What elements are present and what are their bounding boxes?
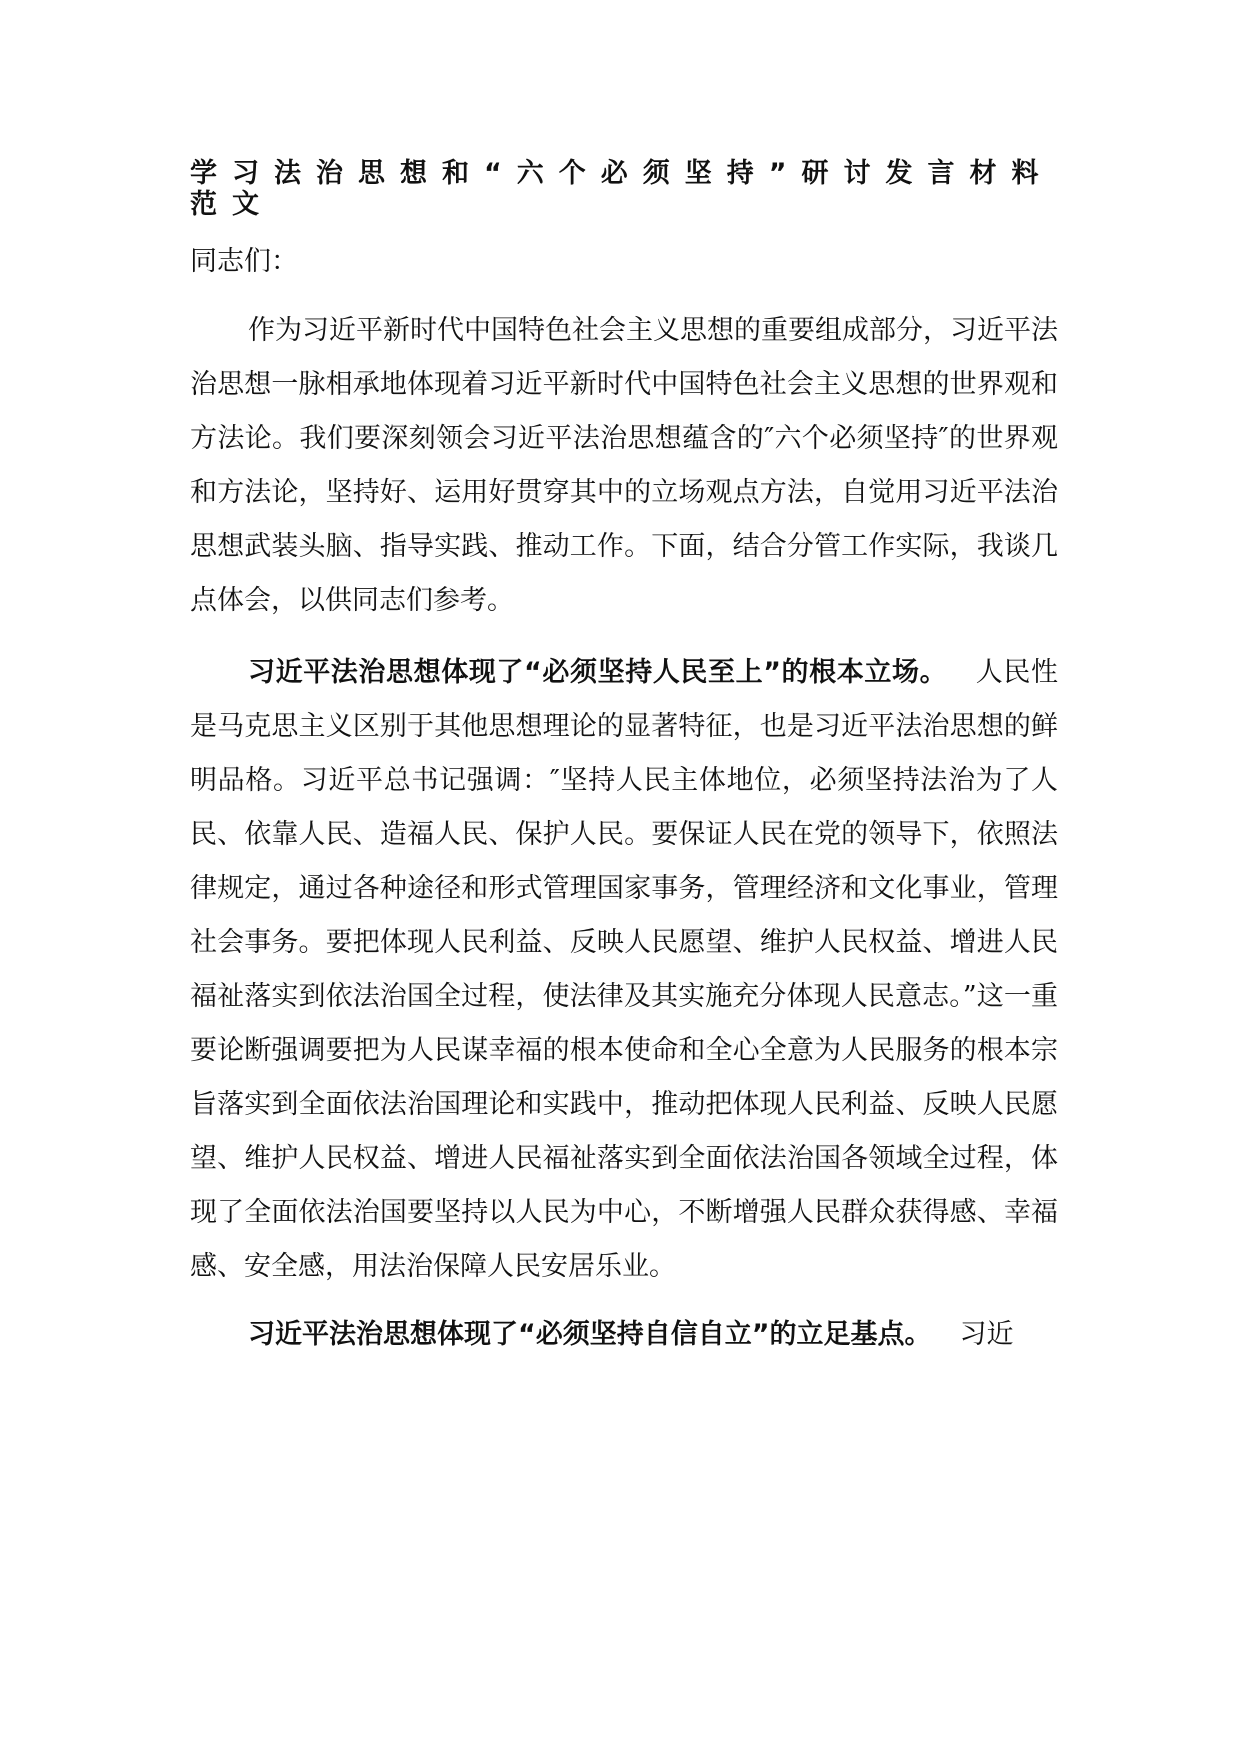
section-lead-self-confidence: 习近平法治思想体现了“必须坚持自信自立”的立足基点。 [248, 1319, 932, 1350]
document-page [190, 158, 1058, 1362]
salutation: 同志们： [190, 246, 298, 277]
section-lead-people-first: 习近平法治思想体现了“必须坚持人民至上”的根本立场。 [248, 657, 948, 688]
intro-paragraph: 作为习近平新时代中国特色社会主义思想的重要组成部分，习近平法治思想一脉相承地体现着习近平新时代中国特色社会主义思想的世界观和方法论。我们要深刻领会习近平法治思想蕴含的″六个必须坚持″的世界观和方法论，坚持好、运用好贯穿其中的立场观点方法，自觉用习近平法治思想武装头脑、指导实践、推动工作。下面，结合分管工作实际，我谈几点体会，以供同志们参考。 [190, 315, 1058, 616]
section-paragraph-self-confidence [190, 1308, 1058, 1362]
section-body-people-first: 人民性是马克思主义区别于其他思想理论的显著特征，也是习近平法治思想的鲜明品格。习近平总书记强调：″坚持人民主体地位，必须坚持法治为了人民、依靠人民、造福人民、保护人民。要保证人民在党的领导下，依照法律规定，通过各种途径和形式管理国家事务，管理经济和文化事业，管理社会事务。要把体现人民利益、反映人民愿望、维护人民权益、增进人民福祉落实到依法治国全过程，使法律及其实施充分体现人民意志。”这一重要论断强调要把为人民谋幸福的根本使命和全心全意为人民服务的根本宗旨落实到全面依法治国理论和实践中，推动把体现人民利益、反映人民愿望、维护人民权益、增进人民福祉落实到全面依法治国各领域全过程，体现了全面依法治国要坚持以人民为中心，不断增强人民群众获得感、幸福感、安全感，用法治保障人民安居乐业。 [190, 657, 1058, 1282]
section-paragraph-people-first [190, 646, 1058, 1294]
section-body-self-confidence: 习近 [959, 1319, 1014, 1350]
document-title: 学习法治思想和“六个必须坚持”研讨发言材料范文 [190, 158, 1054, 220]
